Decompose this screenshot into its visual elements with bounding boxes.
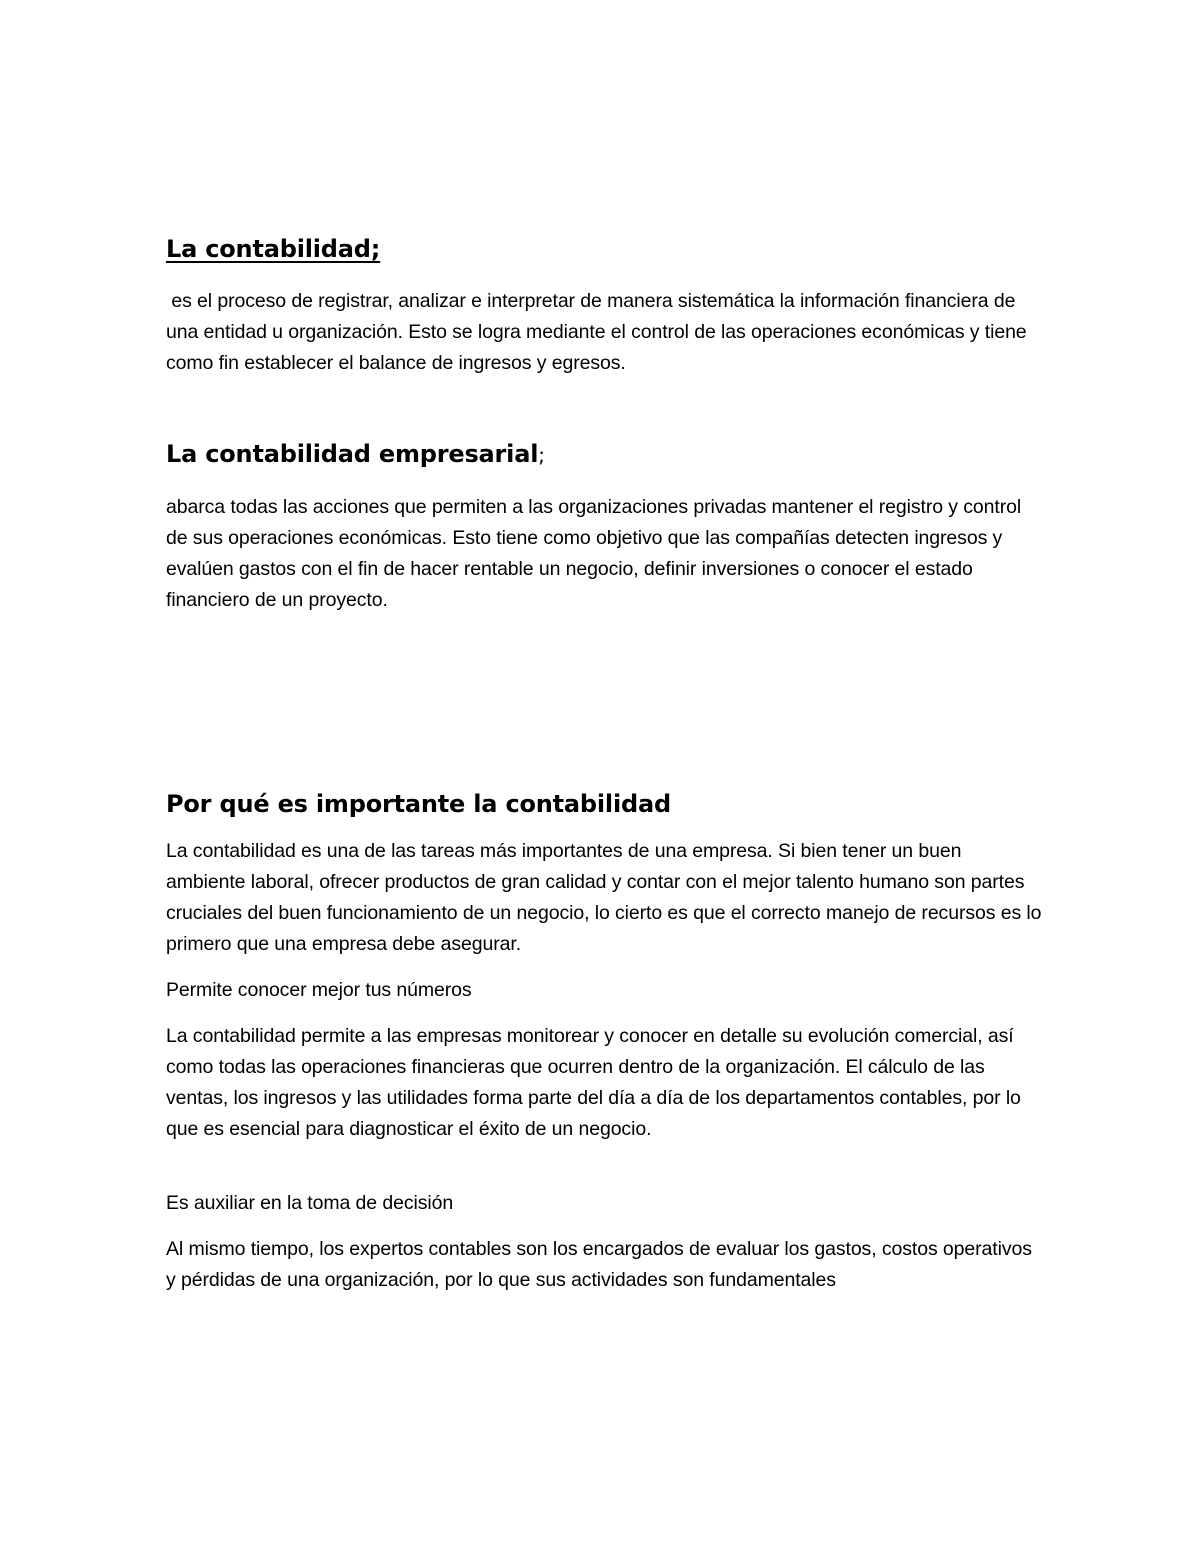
document-body [166,232,1046,1296]
heading-contabilidad-empresarial-punct: ; [538,443,545,467]
heading-contabilidad-empresarial [166,437,1046,472]
heading-contabilidad-empresarial-text: La contabilidad empresarial [166,440,539,468]
subheading-conocer-numeros: Permite conocer mejor tus números [166,979,472,1001]
paragraph-conocer-numeros: La contabilidad permite a las empresas monitorear y conocer en detalle su evolución comercial, así como todas las operaciones financieras que ocurren dentro de la organización. El cálculo de las ventas, los ingresos y las utilidades forma parte del día a día de los departamentos contables, por lo que es esencial para diagnosticar el éxito de un negocio. [166,1025,1021,1140]
heading-la-contabilidad: La contabilidad; [166,235,381,263]
paragraph-contabilidad-empresarial: abarca todas las acciones que permiten a las organizaciones privadas mantener el registro y control de sus operaciones económicas. Esto tiene como objetivo que las compañías detecten ingresos y evalúen gastos con el fin de hacer rentable un negocio, definir inversiones o conocer el estado financiero de un proyecto. [166,496,1022,611]
heading-por-que-importante: Por qué es importante la contabilidad [166,790,671,818]
paragraph-definicion-contabilidad: es el proceso de registrar, analizar e interpretar de manera sistemática la información financiera de una entidad u organización. Esto se logra mediante el control de las operaciones económicas y tiene como fin establecer el balance de ingresos y egresos. [166,290,1032,374]
paragraph-importancia-intro: La contabilidad es una de las tareas más importantes de una empresa. Si bien tener un buen ambiente laboral, ofrecer productos de gran calidad y contar con el mejor talento humano son partes cruciales del buen funcionamiento de un negocio, lo cierto es que el correcto manejo de recursos es lo primero que una empresa debe asegurar. [166,840,1042,955]
subheading-toma-decision: Es auxiliar en la toma de decisión [166,1192,454,1214]
paragraph-toma-decision: Al mismo tiempo, los expertos contables son los encargados de evaluar los gastos, costos operativos y pérdidas de una organización, por lo que sus actividades son fundamentales [166,1238,1032,1291]
